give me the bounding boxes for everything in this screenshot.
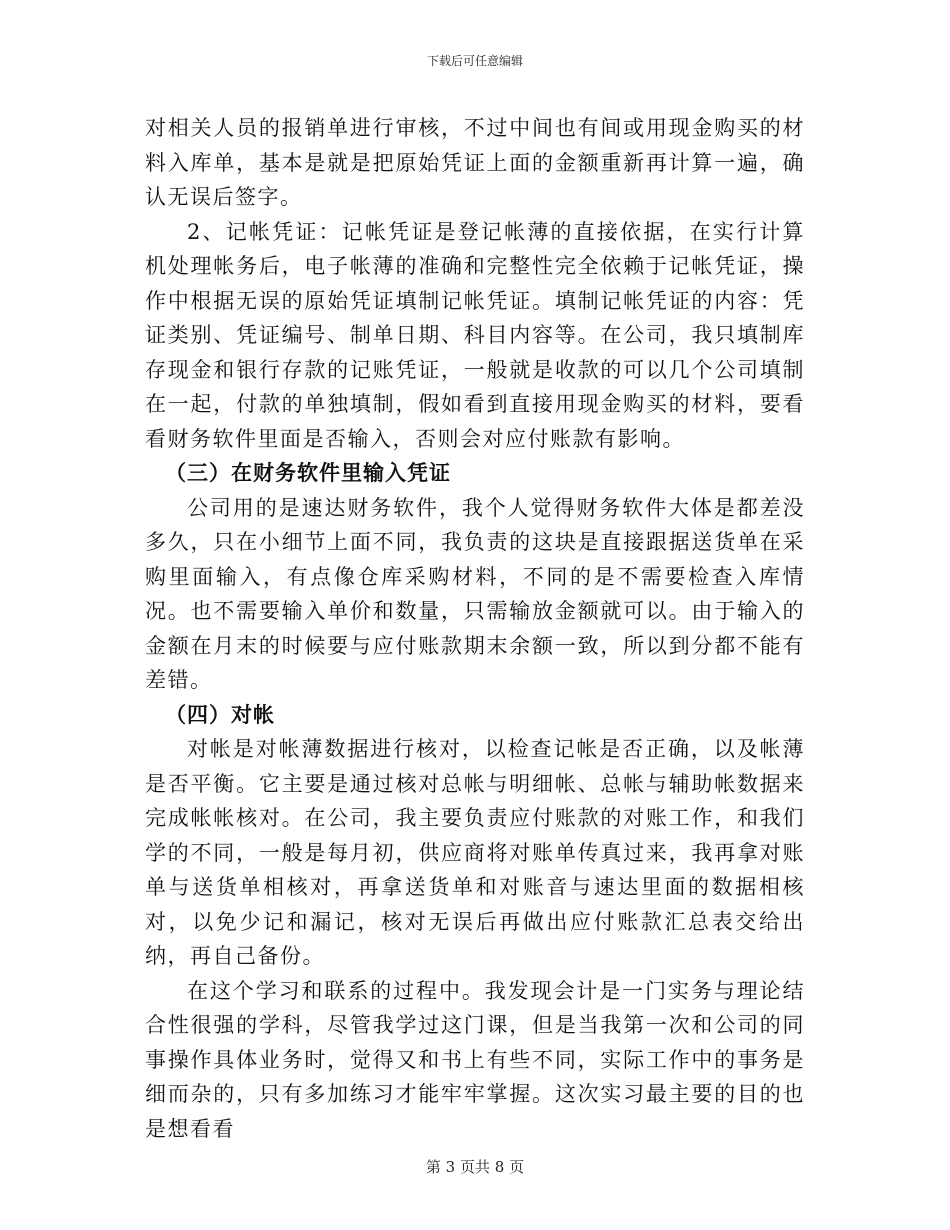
page-number: 第 3 页共 8 页 <box>425 1158 525 1176</box>
page-content <box>145 111 805 1146</box>
paragraph-accounting-voucher: 2、记帐凭证：记帐凭证是登记帐薄的直接依据，在实行计算机处理帐务后，电子帐薄的准确和完整性完全依赖于记帐凭证，操作中根据无误的原始凭证填制记帐凭证。填制记帐凭证的内容：凭证类别、凭证编号、制单日期、科目内容等。在公司，我只填制库存现金和银行存款的记账凭证，一般就是收款的可以几个公司填制在一起，付款的单独填制，假如看到直接用现金购买的材料，要看看财务软件里面是否输入，否则会对应付账款有影响。 <box>145 219 805 451</box>
paragraph-audit: 对相关人员的报销单进行审核，不过中间也有间或用现金购买的材料入库单，基本是就是把原始凭证上面的金额重新再计算一遍，确认无误后签字。 <box>145 116 805 209</box>
paragraph-reconciliation: 对帐是对帐薄数据进行核对，以检查记帐是否正确，以及帐薄是否平衡。它主要是通过核对总帐与明细帐、总帐与辅助帐数据来完成帐帐核对。在公司，我主要负责应付账款的对账工作，和我们学的不同，一般是每月初，供应商将对账单传真过来，我再拿对账单与送货单相核对，再拿送货单和对账音与速达里面的数据相核对，以免少记和漏记，核对无误后再做出应付账款汇总表交给出纳，再自己备份。 <box>145 737 805 968</box>
paragraph-software-entry: 公司用的是速达财务软件，我个人觉得财务软件大体是都差没多久，只在小细节上面不同，我负责的这块是直接跟据送货单在采购里面输入，有点像仓库采购材料，不同的是不需要检查入库情况。也不需要输入单价和数量，只需输放金额就可以。由于输入的金额在月末的时候要与应付账款期末余额一致，所以到分都不能有差错。 <box>145 495 805 692</box>
page-header: 下载后可任意编辑 <box>426 54 523 68</box>
section-heading-4: （四）对帐 <box>165 701 275 727</box>
section-heading-3: （三）在财务软件里输入凭证 <box>165 460 451 485</box>
paragraph-learning: 在这个学习和联系的过程中。我发现会计是一门实务与理论结合性很强的学科，尽管我学过这门课，但是当我第一次和公司的同事操作具体业务时，觉得又和书上有些不同，实际工作中的事务是细而杂的，只有多加练习才能牢牢掌握。这次实习最主要的目的也是想看看 <box>145 978 805 1141</box>
